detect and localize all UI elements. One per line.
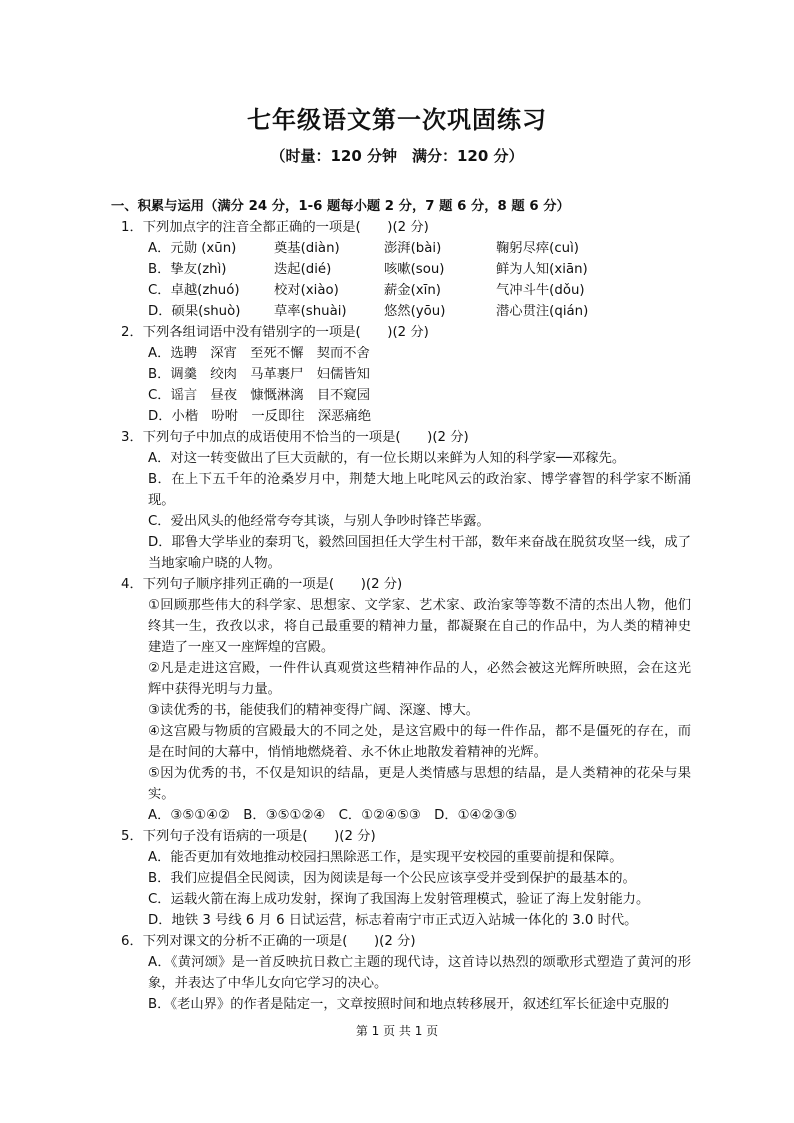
question-6-stem: 6．下列对课文的分析不正确的一项是( )(2 分) — [121, 934, 416, 949]
option-cell: C．卓越(zhuó) — [148, 283, 240, 298]
question-6-option-a: A．《黄河颂》是一首反映抗日救亡主题的现代诗，这首诗以热烈的颂歌形式塑造了黄河的形象，并表达了中华儿女向它学习的决心。 — [148, 955, 691, 991]
question-1-option-d — [121, 301, 691, 322]
question-5-option-a: A．能否更加有效地推动校园扫黑除恶工作，是实现平安校园的重要前提和保障。 — [148, 850, 623, 865]
question-3-option-c: C．爱出风头的他经常夸夸其谈，与别人争吵时锋芒毕露。 — [148, 514, 490, 529]
option-cell: 潜心贯注(qián) — [496, 304, 589, 319]
question-2-option-d: D．小楷 吩咐 一反即往 深恶痛绝 — [148, 409, 371, 424]
page-footer: 第 1 页 共 1 页 — [355, 1024, 439, 1038]
question-5-option-b: B．我们应提倡全民阅读，因为阅读是每一个公民应该享受并受到保护的最基本的。 — [148, 871, 636, 886]
option-cell: 奠基(diàn) — [274, 241, 340, 256]
option-cell: 薪金(xīn) — [384, 283, 441, 298]
option-cell: 气冲斗牛(dǒu) — [496, 283, 585, 298]
option-cell: 悠然(yōu) — [384, 304, 446, 319]
option-cell: 迭起(dié) — [274, 262, 332, 277]
page-title: 七年级语文第一次巩固练习 — [247, 106, 547, 134]
question-5-stem: 5．下列句子没有语病的一项是( )(2 分) — [121, 829, 376, 844]
question-3-option-b: B．在上下五千年的沧桑岁月中，荆楚大地上叱咤风云的政治家、博学睿智的科学家不断涌现。 — [148, 472, 691, 508]
section-heading: 一、积累与运用（满分 24 分，1-6 题每小题 2 分，7 题 6 分，8 题 6 分） — [111, 199, 570, 214]
option-cell: 澎湃(bài) — [384, 241, 442, 256]
question-1-stem: 1．下列加点字的注音全都正确的一项是( )(2 分) — [121, 220, 429, 235]
question-4-choices: A．③⑤①④② B．③⑤①②④ C．①②④⑤③ D．①④②③⑤ — [148, 808, 518, 823]
question-4-sentence-2: ②凡是走进这宫殿，一件件认真观赏这些精神作品的人，必然会被这光辉所映照，会在这光辉中获得光明与力量。 — [148, 661, 691, 697]
question-4-sentence-3: ③读优秀的书，能使我们的精神变得广阔、深邃、博大。 — [148, 703, 480, 718]
exam-content — [111, 196, 691, 1015]
question-1-option-c — [121, 280, 691, 301]
option-cell: A．元勋 (xūn) — [148, 241, 237, 256]
question-3-option-d: D．耶鲁大学毕业的秦玥飞，毅然回国担任大学生村干部，数年来奋战在脱贫攻坚一线，成了当地家喻户晓的人物。 — [148, 535, 691, 571]
question-6-option-b: B．《老山界》的作者是陆定一，文章按照时间和地点转移展开，叙述红军长征途中克服的 — [148, 997, 670, 1012]
option-cell: 咳嗽(sou) — [384, 262, 445, 277]
question-3-option-a: A．对这一转变做出了巨大贡献的，有一位长期以来鲜为人知的科学家──邓稼先。 — [148, 451, 626, 466]
question-2-option-a: A．选聘 深宵 至死不懈 契而不舍 — [148, 346, 370, 361]
question-2-option-b: B．调羹 绞肉 马革裹尸 妇儒皆知 — [148, 367, 370, 382]
option-cell: 鲜为人知(xiān) — [496, 262, 588, 277]
question-4-sentence-1: ①回顾那些伟大的科学家、思想家、文学家、艺术家、政治家等等数不清的杰出人物，他们终其一生，孜孜以求，将自己最重要的精神力量，都凝聚在自己的作品中，为人类的精神史建造了一座又一座辉煌的宫殿。 — [148, 598, 691, 655]
option-cell: 校对(xiào) — [274, 283, 339, 298]
option-cell: D．硕果(shuò) — [148, 304, 241, 319]
page-subtitle: （时量：120 分钟 满分：120 分） — [270, 147, 524, 165]
question-4-sentence-5: ⑤因为优秀的书，不仅是知识的结晶，更是人类情感与思想的结晶，是人类精神的花朵与果实。 — [148, 766, 691, 802]
question-3-stem: 3．下列句子中加点的成语使用不恰当的一项是( )(2 分) — [121, 430, 469, 445]
question-4-sentence-4: ④这宫殿与物质的宫殿最大的不同之处，是这宫殿中的每一件作品，都不是僵死的存在，而是在时间的大幕中，悄悄地燃烧着、永不休止地散发着精神的光辉。 — [148, 724, 691, 760]
question-2-stem: 2．下列各组词语中没有错别字的一项是( )(2 分) — [121, 325, 429, 340]
question-5-option-c: C．运载火箭在海上成功发射，探询了我国海上发射管理模式，验证了海上发射能力。 — [148, 892, 650, 907]
option-cell: 草率(shuài) — [274, 304, 347, 319]
question-5-option-d: D．地铁 3 号线 6 月 6 日试运营，标志着南宁市正式迈入站城一体化的 3.0 时代。 — [148, 913, 638, 928]
question-1-option-b — [121, 259, 691, 280]
question-4-stem: 4．下列句子顺序排列正确的一项是( )(2 分) — [121, 577, 403, 592]
question-1-option-a — [121, 238, 691, 259]
question-2-option-c: C．谣言 昼夜 慷慨淋漓 目不窥园 — [148, 388, 371, 403]
option-cell: 鞠躬尽瘁(cuì) — [496, 241, 579, 256]
option-cell: B．挚友(zhì) — [148, 262, 227, 277]
